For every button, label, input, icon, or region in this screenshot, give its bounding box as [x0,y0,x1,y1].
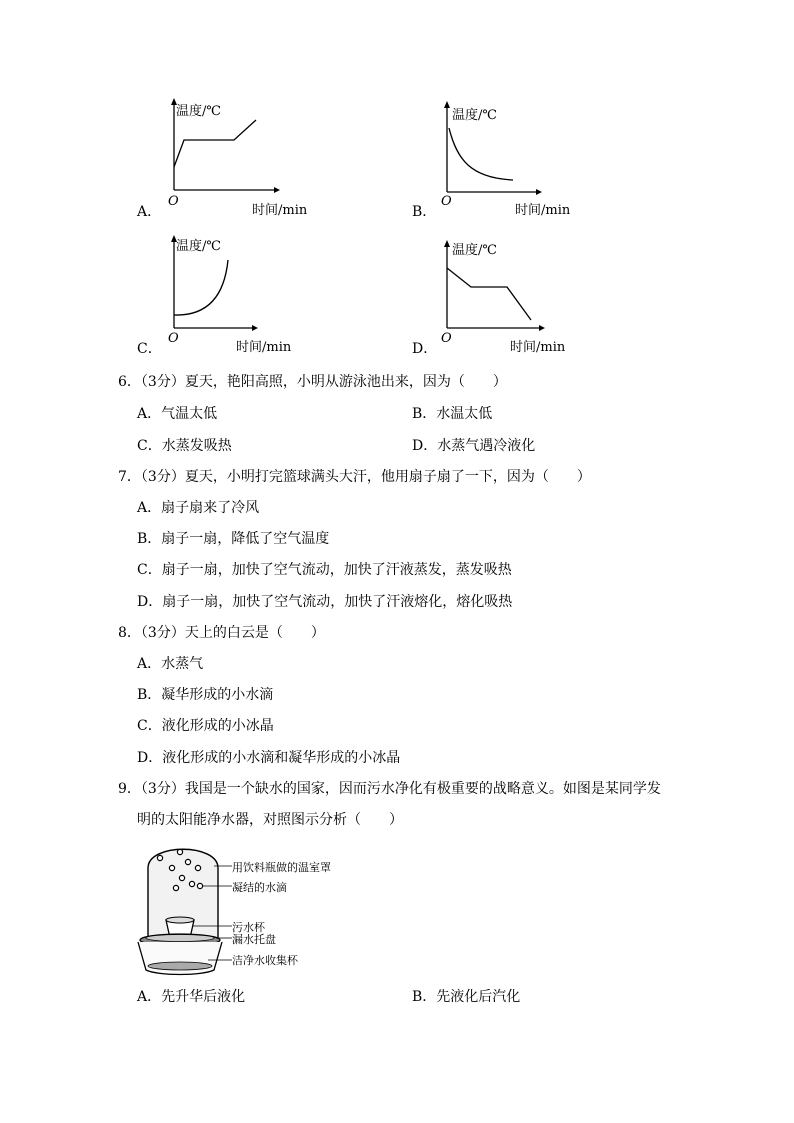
figure-label-condensed-drops: 凝结的水滴 [232,881,287,894]
question-9-option-b[interactable]: B．先液化后汽化 [412,989,521,1005]
graph-c-origin: O [168,331,179,346]
graph-a-letter[interactable]: A． [137,204,162,220]
graph-b-origin: O [441,194,452,209]
question-8-stem [118,624,325,642]
question-7-option-d[interactable]: D．扇子一扇，加快了空气流动，加快了汗液熔化，熔化吸热 [137,594,513,610]
question-8-option-a[interactable]: A．水蒸气 [137,656,204,672]
figure-label-dirty-water-cup: 污水杯 [232,921,265,934]
question-8-text: （3分）天上的白云是（ ） [140,625,325,641]
graph-c-y-label: 温度/℃ [176,239,221,254]
question-9-option-a[interactable]: A．先升华后液化 [137,989,246,1005]
graph-b-x-label: 时间/min [515,203,571,218]
question-7-stem [118,468,591,486]
graph-d-origin: O [441,331,452,346]
graph-c-letter[interactable]: C． [137,341,162,357]
graph-a-origin: O [168,194,179,209]
question-6-option-c[interactable]: C．水蒸发吸热 [137,438,232,454]
graph-a-y-label: 温度/℃ [176,104,221,119]
question-8-number: 8． [118,625,141,641]
question-7-option-a[interactable]: A．扇子扇来了冷风 [137,500,260,516]
question-7-text: （3分）夏天，小明打完篮球满头大汗，他用扇子扇了一下，因为（ ） [140,469,591,485]
question-6-stem [118,373,507,391]
solar-water-purifier-figure [128,838,238,978]
question-9-stem [118,780,661,798]
question-6-option-d[interactable]: D．水蒸气遇冷液化 [412,438,536,454]
question-8-option-b[interactable]: B．凝华形成的小水滴 [137,687,274,703]
graph-d-x-label: 时间/min [510,340,566,355]
graph-a-x-label: 时间/min [252,203,308,218]
question-9-text-line1: （3分）我国是一个缺水的国家，因而污水净化有极重要的战略意义。如图是某同学发 [140,781,661,797]
question-8-option-c[interactable]: C．液化形成的小冰晶 [137,718,274,734]
graph-b-letter[interactable]: B． [412,204,437,220]
question-6-text: （3分）夏天，艳阳高照，小明从游泳池出来，因为（ ） [140,374,507,390]
question-8-option-d[interactable]: D．液化形成的小水滴和凝华形成的小冰晶 [137,750,401,766]
graph-d-y-label: 温度/℃ [452,243,497,258]
figure-label-greenhouse-cover: 用饮料瓶做的温室罩 [232,861,331,874]
question-9-text-line2: 明的太阳能净水器，对照图示分析（ ） [137,812,403,828]
figure-label-clean-water-cup: 洁净水收集杯 [232,954,298,967]
question-6-number: 6． [118,374,141,390]
question-7-option-c[interactable]: C．扇子一扇，加快了空气流动，加快了汗液蒸发，蒸发吸热 [137,562,512,578]
question-7-option-b[interactable]: B．扇子一扇，降低了空气温度 [137,531,330,547]
figure-label-drip-tray: 漏水托盘 [232,933,276,946]
graph-b-y-label: 温度/℃ [452,108,497,123]
question-6-option-b[interactable]: B．水温太低 [412,406,493,422]
question-9-number: 9． [118,781,141,797]
question-6-option-a[interactable]: A．气温太低 [137,406,218,422]
graph-c-x-label: 时间/min [236,340,292,355]
question-7-number: 7． [118,469,141,485]
graph-d-letter[interactable]: D． [412,341,438,357]
